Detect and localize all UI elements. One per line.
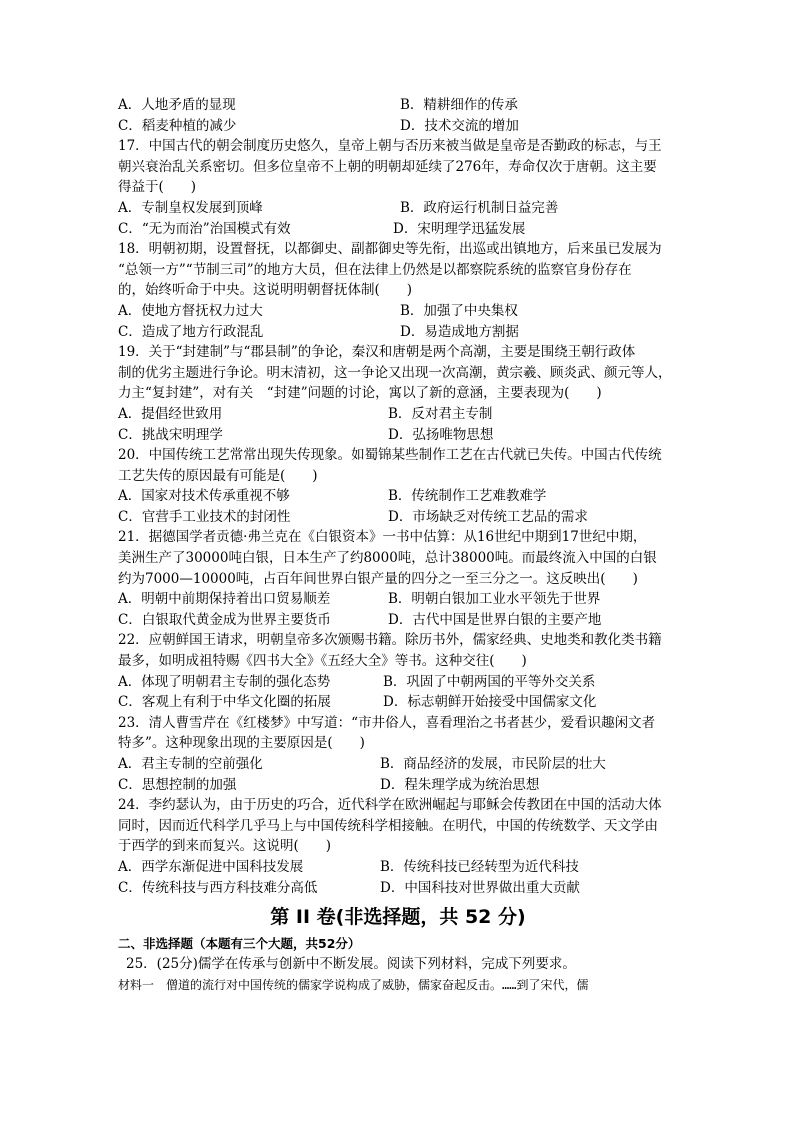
answer-options-row bbox=[118, 754, 678, 775]
answer-option: C．传统科技与西方科技难分高低 bbox=[118, 879, 318, 896]
answer-option: B．传统制作工艺难教难学 bbox=[388, 488, 547, 505]
answer-option: C．“无为而治”治国模式有效 bbox=[118, 220, 291, 237]
answer-option: B．巩固了中朝两国的平等外交关系 bbox=[383, 673, 596, 690]
part-two-title: 第 II 卷(非选择题，共 52 分) bbox=[270, 906, 526, 929]
answer-options-row bbox=[118, 672, 678, 693]
answer-option: C．稻麦种植的减少 bbox=[118, 117, 237, 134]
answer-option: A．专制皇权发展到顶峰 bbox=[118, 199, 263, 216]
question-content bbox=[118, 95, 678, 995]
question-text-line: 20．中国传统工艺常常出现失传现象。如蜀锦某些制作工艺在古代就已失传。中国古代传统 bbox=[118, 447, 662, 464]
answer-options-row bbox=[118, 198, 678, 219]
answer-option: A．体现了明朝君主专制的强化态势 bbox=[118, 673, 331, 690]
answer-option: A．明朝中前期保持着出口贸易顺差 bbox=[118, 591, 331, 608]
answer-options-row bbox=[118, 507, 678, 528]
answer-option: C．白银取代黄金成为世界主要货币 bbox=[118, 611, 331, 628]
answer-option: C．挑战宋明理学 bbox=[118, 426, 223, 443]
question-text-line: 美洲生产了30000吨白银，日本生产了约8000吨，总计38000吨。而最终流入中国的白银 bbox=[118, 550, 657, 567]
question-text-line: 朝兴衰治乱关系密切。但多位皇帝不上朝的明朝却延续了276年，寿命仅次于唐朝。这主要 bbox=[118, 158, 657, 175]
answer-option: A．西学东渐促进中国科技发展 bbox=[118, 858, 304, 875]
answer-option: A．人地矛盾的显现 bbox=[118, 97, 236, 113]
answer-option: D．中国科技对世界做出重大贡献 bbox=[380, 879, 580, 896]
answer-option: D．标志朝鲜开始接受中国儒家文化 bbox=[383, 694, 597, 711]
question-text-line: “总领一方”“节制三司”的地方大员，但在法律上仍然是以都察院系统的监察官身份存在 bbox=[118, 261, 632, 278]
answer-options-row bbox=[118, 857, 678, 878]
answer-option: B．精耕细作的传承 bbox=[400, 97, 518, 113]
answer-option: D．市场缺乏对传统工艺品的需求 bbox=[388, 508, 588, 525]
answer-option: D．宋明理学迅猛发展 bbox=[393, 220, 526, 237]
question-text-line: 18．明朝初期，设置督抚，以都御史、副都御史等先衔，出巡或出镇地方，后来虽已发展为 bbox=[118, 241, 662, 258]
question-text-line: 工艺失传的原因最有可能是( ) bbox=[118, 467, 318, 484]
question-text-line: 力主“复封建”，对有关 “封建”问题的讨论，寓以了新的意涵，主要表现为( ) bbox=[118, 385, 602, 402]
answer-options-row bbox=[118, 404, 678, 425]
answer-option: C．造成了地方行政混乱 bbox=[118, 323, 264, 340]
question-text-line: 于西学的到来而复兴。这说明( ) bbox=[118, 838, 332, 855]
question-text-line: 最多，如明成祖特赐《四书大全》《五经大全》等书。这种交往( ) bbox=[118, 653, 527, 670]
answer-option: C．客观上有利于中华文化圈的拓展 bbox=[118, 694, 331, 711]
answer-options-row bbox=[118, 322, 678, 343]
material-one-text: 材料一 僧道的流行对中国传统的儒家学说构成了威胁，儒家奋起反击。……到了宋代，儒 bbox=[118, 977, 589, 992]
question-text-line: 的，始终听命于中央。这说明明朝督抚体制( ) bbox=[118, 282, 413, 299]
question-text-line: 19．关于“封建制”与“郡县制”的争论，秦汉和唐朝是两个高潮，主要是围绕王朝行政体 bbox=[118, 344, 636, 361]
question-text-line: 23．清人曹雪芹在《红楼梦》中写道：“市井俗人，喜看理治之书者甚少，爱看识趣闲文者 bbox=[118, 714, 656, 731]
question-text-line: 特多”。这种现象出现的主要原因是( ) bbox=[118, 735, 365, 752]
question-25-prompt: 25．(25分)儒学在传承与创新中不断发展。阅读下列材料，完成下列要求。 bbox=[126, 956, 576, 973]
section-heading: 二、非选择题（本题有三个大题，共52分） bbox=[118, 936, 361, 952]
question-text-line: 约为7000—10000吨，占百年间世界白银产量的四分之一至三分之一。这反映出( ) bbox=[118, 570, 638, 587]
question-text-line: 17．中国古代的朝会制度历史悠久，皇帝上朝与否历来被当做是皇帝是否勤政的标志，与王 bbox=[118, 138, 662, 155]
question-text-line: 制的优劣主题进行争论。明末清初，这一争论又出现一次高潮，黄宗羲、顾炎武、颜元等人， bbox=[118, 364, 672, 381]
answer-option: C．思想控制的加强 bbox=[118, 776, 237, 793]
answer-option: C．官营手工业技术的封闭性 bbox=[118, 508, 291, 525]
answer-option: A．君主专制的空前强化 bbox=[118, 756, 263, 772]
question-text-line: 同时，因而近代科学几乎马上与中国传统科学相接触。在明代，中国的传统数学、天文学由 bbox=[118, 817, 658, 834]
answer-option: D．技术交流的增加 bbox=[400, 117, 519, 134]
answer-option: D．弘扬唯物思想 bbox=[388, 426, 494, 443]
answer-option: B．商品经济的发展，市民阶层的壮大 bbox=[380, 756, 606, 772]
answer-option: A．国家对技术传承重视不够 bbox=[118, 488, 290, 505]
answer-options-row bbox=[118, 116, 678, 137]
question-text-line: 得益于( ) bbox=[118, 179, 197, 196]
answer-option: A．使地方督抚权力过大 bbox=[118, 302, 263, 319]
answer-options-row bbox=[118, 486, 678, 507]
answer-option: D．古代中国是世界白银的主要产地 bbox=[388, 611, 602, 628]
answer-options-row bbox=[118, 301, 678, 322]
answer-options-row bbox=[118, 775, 678, 796]
answer-options-row bbox=[118, 692, 678, 713]
answer-option: B．明朝白银加工业水平领先于世界 bbox=[388, 591, 601, 608]
answer-option: B．反对君主专制 bbox=[388, 405, 493, 422]
question-text-line: 22．应朝鲜国王请求，明朝皇帝多次颁赐书籍。除历书外，儒家经典、史地类和教化类书籍 bbox=[118, 632, 662, 649]
answer-options-row bbox=[118, 610, 678, 631]
answer-options-row bbox=[118, 95, 678, 116]
answer-option: D．程朱理学成为统治思想 bbox=[380, 776, 540, 793]
question-text-line: 24．李约瑟认为，由于历史的巧合，近代科学在欧洲崛起与耶稣会传教团在中国的活动大体 bbox=[118, 797, 662, 814]
answer-option: A．提倡经世致用 bbox=[118, 405, 223, 422]
answer-option: B．加强了中央集权 bbox=[400, 302, 518, 319]
answer-option: B．政府运行机制日益完善 bbox=[400, 199, 559, 216]
answer-options-row bbox=[118, 878, 678, 899]
answer-option: D．易造成地方割据 bbox=[400, 323, 519, 340]
answer-option: B．传统科技已经转型为近代科技 bbox=[380, 858, 579, 875]
answer-options-row bbox=[118, 219, 678, 240]
answer-options-row bbox=[118, 589, 678, 610]
question-text-line: 21．据德国学者贡德·弗兰克在《白银资本》一书中估算：从16世纪中期到17世纪中期， bbox=[118, 529, 647, 546]
answer-options-row bbox=[118, 425, 678, 446]
